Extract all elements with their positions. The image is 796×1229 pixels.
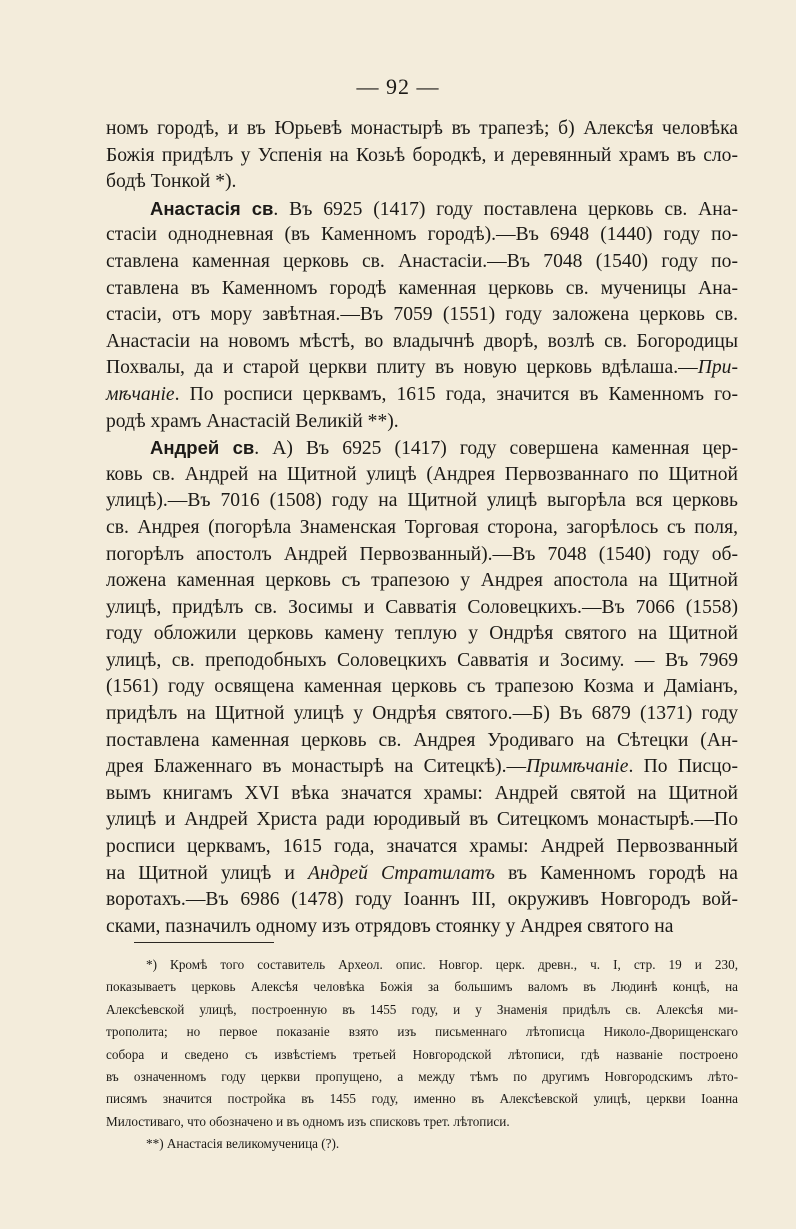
text-segment: ставлена въ Каменномъ городѣ каменная церковь св. мученицы Ана-	[106, 277, 738, 299]
text-segment: номъ городѣ, и въ Юрьевѣ монастырѣ въ трапезѣ; б) Алексѣя человѣка	[106, 118, 738, 139]
entry-heading: Андрей св	[150, 437, 255, 459]
footnote-line: трополита; но первое показаніе взято изъ письменнаго лѣтописца Николо-Дворищенскаго	[106, 1024, 738, 1040]
text-line	[106, 807, 738, 834]
text-segment: погорѣлъ апостолъ Андрей Первозванный).—Въ 7048 (1540) году об-	[106, 543, 738, 565]
text-line	[106, 834, 738, 861]
footnote-line: *) Кромѣ того составитель Археол. опис. Новгор. церк. древн., ч. I, стр. 19 и 230,	[146, 957, 738, 972]
text-segment: сками, пазначилъ одному изъ отрядовъ стоянку у Андрея святого на	[106, 915, 674, 937]
text-segment: Анастасіи на новомъ мѣстѣ, во владычнѣ дворѣ, возлѣ св. Богородицы	[106, 330, 738, 352]
text-line	[106, 143, 738, 170]
text-segment: . А) Въ 6925 (1417) году совершена каменная цер-	[254, 438, 738, 460]
text-line	[106, 196, 738, 223]
text-segment: дрея Блаженнаго въ монастырѣ на Ситецкѣ).—	[106, 756, 527, 778]
text-line	[106, 462, 738, 489]
text-segment: стасіи однодневная (въ Каменномъ городѣ).—Въ 6948 (1440) году по-	[106, 224, 738, 246]
text-segment: родѣ храмъ Анастасій Великій **).	[106, 410, 399, 432]
text-segment: св. Андрея (погорѣла Знаменская Торговая сторона, загорѣлось съ поля,	[106, 516, 738, 538]
text-segment: ложена каменная церковь съ трапезою у Андрея апостола на Щитной	[106, 570, 738, 592]
text-segment: воротахъ.—Въ 6986 (1478) году Іоаннъ III, окруживъ Новгородъ вой-	[106, 889, 738, 911]
footnote-line: Алексѣевской улицѣ, построенную въ 1455 году, и у Знаменія придѣлъ св. Алексѣя ми-	[106, 1001, 738, 1017]
text-line	[106, 861, 738, 888]
text-segment: въ Каменномъ городѣ на	[494, 862, 738, 884]
text-line	[106, 595, 738, 622]
text-line	[106, 276, 738, 303]
text-segment: ставлена каменная церковь св. Анастасіи.—Въ 7048 (1540) году по-	[106, 250, 738, 272]
text-segment: улицѣ, св. преподобныхъ Соловецкихъ Савватія и Зосиму. — Въ 7969	[106, 649, 738, 671]
text-segment: ковь св. Андрей на Щитной улицѣ (Андрея Первозваннаго по Щитной	[106, 463, 738, 485]
text-segment: поставлена каменная церковь св. Андрея Уродиваго на Сѣтецки (Ан-	[106, 729, 738, 751]
text-line	[106, 222, 738, 249]
footnote-line: собора и сведено съ извѣстіемъ третьей Новгородской лѣтописи, гдѣ названіе построено	[106, 1046, 738, 1062]
text-line	[106, 728, 738, 755]
italic-text: При-	[697, 357, 738, 379]
text-line	[106, 515, 738, 542]
text-line	[106, 329, 738, 356]
text-segment: бодѣ Тонкой *).	[106, 171, 237, 193]
text-line	[106, 116, 738, 143]
text-line	[106, 781, 738, 808]
text-segment: росписи церквамъ, 1615 года, значатся храмы: Андрей Первозванный	[106, 836, 738, 858]
text-line	[106, 674, 738, 701]
text-line	[106, 409, 738, 436]
text-segment: (1561) году освящена каменная церковь съ трапезою Козма и Даміанъ,	[106, 676, 738, 698]
text-line	[106, 568, 738, 595]
text-segment: вымъ книгамъ XVI вѣка значатся храмы: Андрей святой на Щитной	[106, 782, 738, 804]
text-segment: стасіи, отъ мору завѣтная.—Въ 7059 (1551) году заложена церковь св.	[106, 304, 738, 326]
footnote-separator	[134, 942, 274, 943]
italic-text: Андрей Стратилатъ	[308, 862, 495, 884]
footnote-line: показываетъ церковь Алексѣя человѣка Божія за большимъ валомъ въ Людинѣ концѣ, на	[106, 979, 738, 995]
footnote-line: **) Анастасія великомученица (?).	[146, 1136, 340, 1152]
text-segment: Божія придѣлъ у Успенія на Козьѣ бородкѣ, и деревянный храмъ въ сло-	[106, 144, 738, 166]
text-line	[106, 701, 738, 728]
text-line	[106, 382, 738, 409]
text-line	[106, 488, 738, 515]
footnote-line: писямъ значится постройка въ 1455 году, именно въ Алексѣевской улицѣ, церкви Іоанна	[106, 1091, 738, 1107]
text-segment: улицѣ).—Въ 7016 (1508) году на Щитной улицѣ выгорѣла вся церковь	[106, 490, 738, 512]
text-segment: придѣлъ на Щитной улицѣ у Ондрѣя святого.—Б) Въ 6879 (1371) году	[106, 703, 738, 725]
text-line	[106, 355, 738, 382]
footnotes	[106, 954, 738, 1156]
text-segment: . Въ 6925 (1417) году поставлена церковь св. Ана-	[273, 198, 738, 220]
text-line	[106, 542, 738, 569]
text-line	[106, 621, 738, 648]
italic-text: мѣчаніе	[106, 383, 175, 405]
text-segment: улицѣ, придѣлъ св. Зосимы и Савватія Соловецкихъ.—Въ 7066 (1558)	[106, 596, 738, 618]
text-segment: на Щитной улицѣ и	[106, 862, 309, 884]
page-number: — 92 —	[356, 74, 440, 99]
text-segment: улицѣ и Андрей Христа ради юродивый въ Ситецкомъ монастырѣ.—По	[106, 809, 738, 831]
italic-text: Примѣчаніе	[526, 756, 629, 778]
text-segment: . По росписи церквамъ, 1615 года, значится въ Каменномъ го-	[174, 383, 738, 405]
text-segment: . По Писцо-	[628, 756, 738, 778]
text-line	[106, 887, 738, 914]
text-line	[106, 914, 738, 941]
text-segment: Похвалы, да и старой церкви плиту въ новую церковь вдѣлаша.—	[106, 357, 698, 379]
footnote-line: въ означенномъ году церкви пропущено, а между тѣмъ по другимъ Новгородскимъ лѣто-	[106, 1068, 738, 1084]
entry-heading: Анастасія св	[150, 197, 274, 219]
text-line	[106, 435, 738, 462]
main-text	[106, 116, 738, 940]
text-line	[106, 302, 738, 329]
text-line	[106, 648, 738, 675]
text-line	[106, 754, 738, 781]
text-line	[106, 249, 738, 276]
text-segment: году обложили церковь камену теплую у Ондрѣя святого на Щитной	[106, 623, 738, 645]
footnote-line: Милостиваго, что обозначено и въ одномъ изъ списковъ трет. лѣтописи.	[106, 1113, 510, 1129]
text-line	[106, 169, 738, 196]
